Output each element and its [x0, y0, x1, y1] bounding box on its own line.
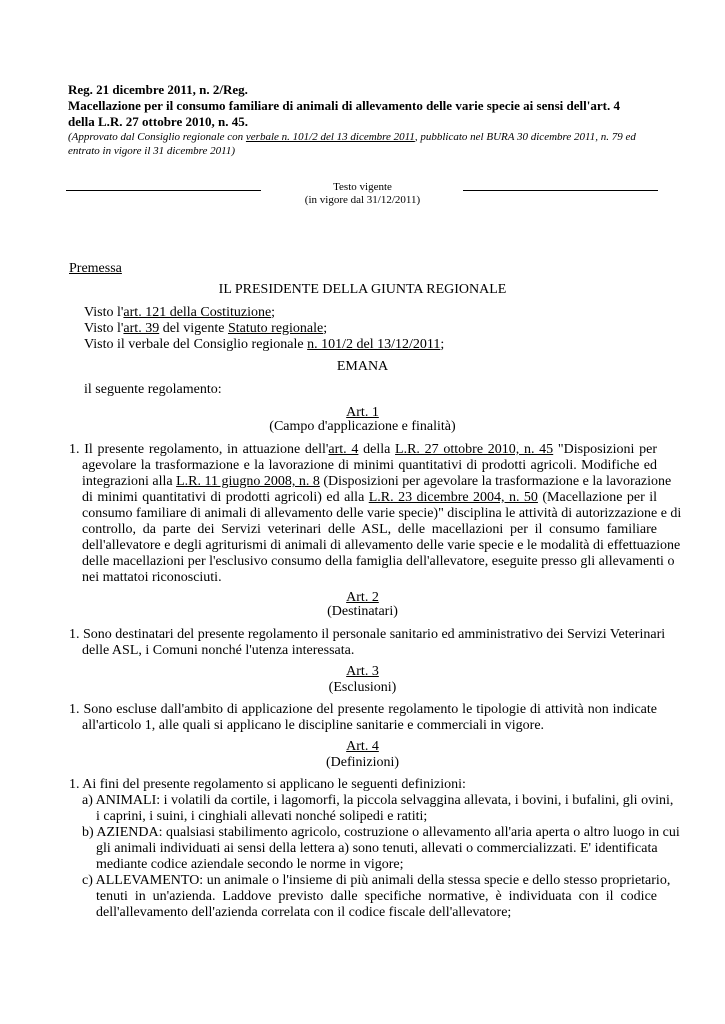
regulation-title: Reg. 21 dicembre 2011, n. 2/Reg.: [68, 82, 248, 97]
art1-line: dell'allevatore e degli agriturismi di animali di allevamento delle varie specie e le modalità di effettuazione: [82, 538, 681, 553]
art1-text: (Macellazione per il: [537, 490, 657, 505]
divider-left: [66, 190, 261, 191]
visto-line-3: [84, 337, 444, 353]
vigente-label: Testo vigente: [333, 181, 392, 193]
approval-text: (Approvato dal Consiglio regionale con: [68, 131, 246, 143]
visto-text: ;: [440, 337, 445, 352]
art1-line: delle macellazioni per l'esclusivo consumo della famiglia dell'allevatore, eseguite presso gli allevamenti o: [82, 554, 675, 569]
art1-text: integrazioni alla: [82, 474, 177, 489]
divider-right: [463, 190, 658, 191]
art1-text: 1. Il presente regolamento, in attuazione dell': [69, 442, 329, 457]
president-heading: IL PRESIDENTE DELLA GIUNTA REGIONALE: [218, 282, 507, 297]
approval-text-line2: entrato in vigore il 31 dicembre 2011): [68, 145, 236, 157]
visto-line-1: [84, 305, 275, 321]
art2-line: delle ASL, i Comuni nonché l'utenza interessata.: [82, 643, 355, 658]
approval-note: [68, 130, 668, 158]
art2-subtitle: (Destinatari): [327, 604, 398, 619]
lr-2008-8-link[interactable]: L.R. 11 giugno 2008, n. 8: [176, 474, 320, 489]
visto-text: ;: [271, 305, 276, 320]
definition-c-cont: tenuti in un'azienda. Laddove previsto dalle specifiche normative, è individuata con il codice: [96, 889, 657, 904]
art1-line: [82, 474, 672, 490]
art4-subtitle: (Definizioni): [325, 755, 400, 770]
vigente-date: (in vigore dal 31/12/2011): [304, 194, 421, 206]
regulation-subject-cont: della L.R. 27 ottobre 2010, n. 45.: [68, 114, 248, 129]
art39-link[interactable]: art. 39: [123, 321, 160, 336]
visto-text: del vigente: [159, 321, 228, 336]
definition-c-cont: dell'allevamento dell'azienda correlata con il codice fiscale dell'allevatore;: [96, 905, 512, 920]
definition-b: b) AZIENDA: qualsiasi stabilimento agricolo, costruzione o allevamento all'aria aperta o altro luogo in cui: [82, 825, 680, 840]
art1-line: agevolare la trasformazione e la lavorazione di minimi quantitativi di prodotti agricoli. Modifiche ed: [82, 458, 657, 473]
definition-b-cont: gli animali individuati ai sensi della lettera a) sono tenuti, allevati o commercializzati. E' identificata: [96, 841, 658, 856]
visto-text: ;: [323, 321, 328, 336]
premessa-link[interactable]: Premessa: [69, 261, 122, 276]
art1-line: controllo, da parte dei Servizi veterinari delle ASL, delle macellazioni per il consumo familiare: [82, 522, 657, 537]
regulation-subject: Macellazione per il consumo familiare di animali di allevamento delle varie specie ai sensi dell'art. 4: [68, 98, 620, 113]
definition-b-cont: mediante codice aziendale secondo le norme in vigore;: [96, 857, 404, 872]
art4-link[interactable]: art. 4: [328, 442, 359, 457]
visto-text: Visto l': [84, 305, 124, 320]
art3-title: [0, 664, 725, 680]
definition-a-cont: i caprini, i suini, i cinghiali allevati nonché solipedi e ratiti;: [96, 809, 428, 824]
seguente-line: il seguente regolamento:: [84, 382, 222, 397]
visto-text: Visto il verbale del Consiglio regionale: [84, 337, 308, 352]
art1-line: consumo familiare di animali di allevamento delle varie specie)" disciplina le attività di autorizzazione e di: [82, 506, 682, 521]
art1-text: (Disposizioni per agevolare la trasformazione e la lavorazione: [319, 474, 672, 489]
art1-line: [82, 490, 657, 506]
art4-title: [0, 739, 725, 755]
lr-2004-50-link[interactable]: L.R. 23 dicembre 2004, n. 50: [368, 490, 538, 505]
art3-title-link[interactable]: Art. 3: [346, 664, 379, 679]
art1-text: "Disposizioni per: [553, 442, 657, 457]
art1-text: di minimi quantitativi di prodotti agricoli) ed alla: [82, 490, 369, 505]
art1-line: [69, 442, 657, 458]
art1-line: nei mattatoi riconosciuti.: [82, 570, 222, 585]
art3-subtitle: (Esclusioni): [328, 680, 397, 695]
statuto-link[interactable]: Statuto regionale: [228, 321, 324, 336]
verbale-link[interactable]: verbale n. 101/2 del 13 dicembre 2011: [245, 131, 415, 143]
visto-text: Visto l': [84, 321, 124, 336]
art2-title-link[interactable]: Art. 2: [346, 590, 379, 605]
verbale-number-link[interactable]: n. 101/2 del 13/12/2011: [307, 337, 441, 352]
art1-text: della: [358, 442, 396, 457]
visto-line-2: [84, 321, 327, 337]
costituzione-link[interactable]: art. 121 della Costituzione: [123, 305, 272, 320]
art4-title-link[interactable]: Art. 4: [346, 739, 379, 754]
art4-intro: 1. Ai fini del presente regolamento si applicano le seguenti definizioni:: [69, 777, 466, 792]
art1-title-link[interactable]: Art. 1: [346, 405, 379, 420]
definition-c: c) ALLEVAMENTO: un animale o l'insieme di più animali della stessa specie e dello stesso proprietario,: [82, 873, 671, 888]
art3-line: 1. Sono escluse dall'ambito di applicazione del presente regolamento le tipologie di attività non indicate: [69, 702, 657, 717]
art3-line: all'articolo 1, alle quali si applicano le discipline sanitarie e commerciali in vigore.: [82, 718, 545, 733]
approval-text-post: , pubblicato nel BURA 30 dicembre 2011, n. 79 ed: [414, 131, 636, 143]
lr-2010-45-link[interactable]: L.R. 27 ottobre 2010, n. 45: [395, 442, 554, 457]
definition-a: a) ANIMALI: i volatili da cortile, i lagomorfi, la piccola selvaggina allevata, i bovini, i bufalini, gli ovini,: [82, 793, 674, 808]
art2-line: 1. Sono destinatari del presente regolamento il personale sanitario ed amministrativo dei Servizi Veterinari: [69, 627, 666, 642]
emana-heading: EMANA: [336, 359, 389, 374]
art1-subtitle: (Campo d'applicazione e finalità): [269, 419, 456, 434]
